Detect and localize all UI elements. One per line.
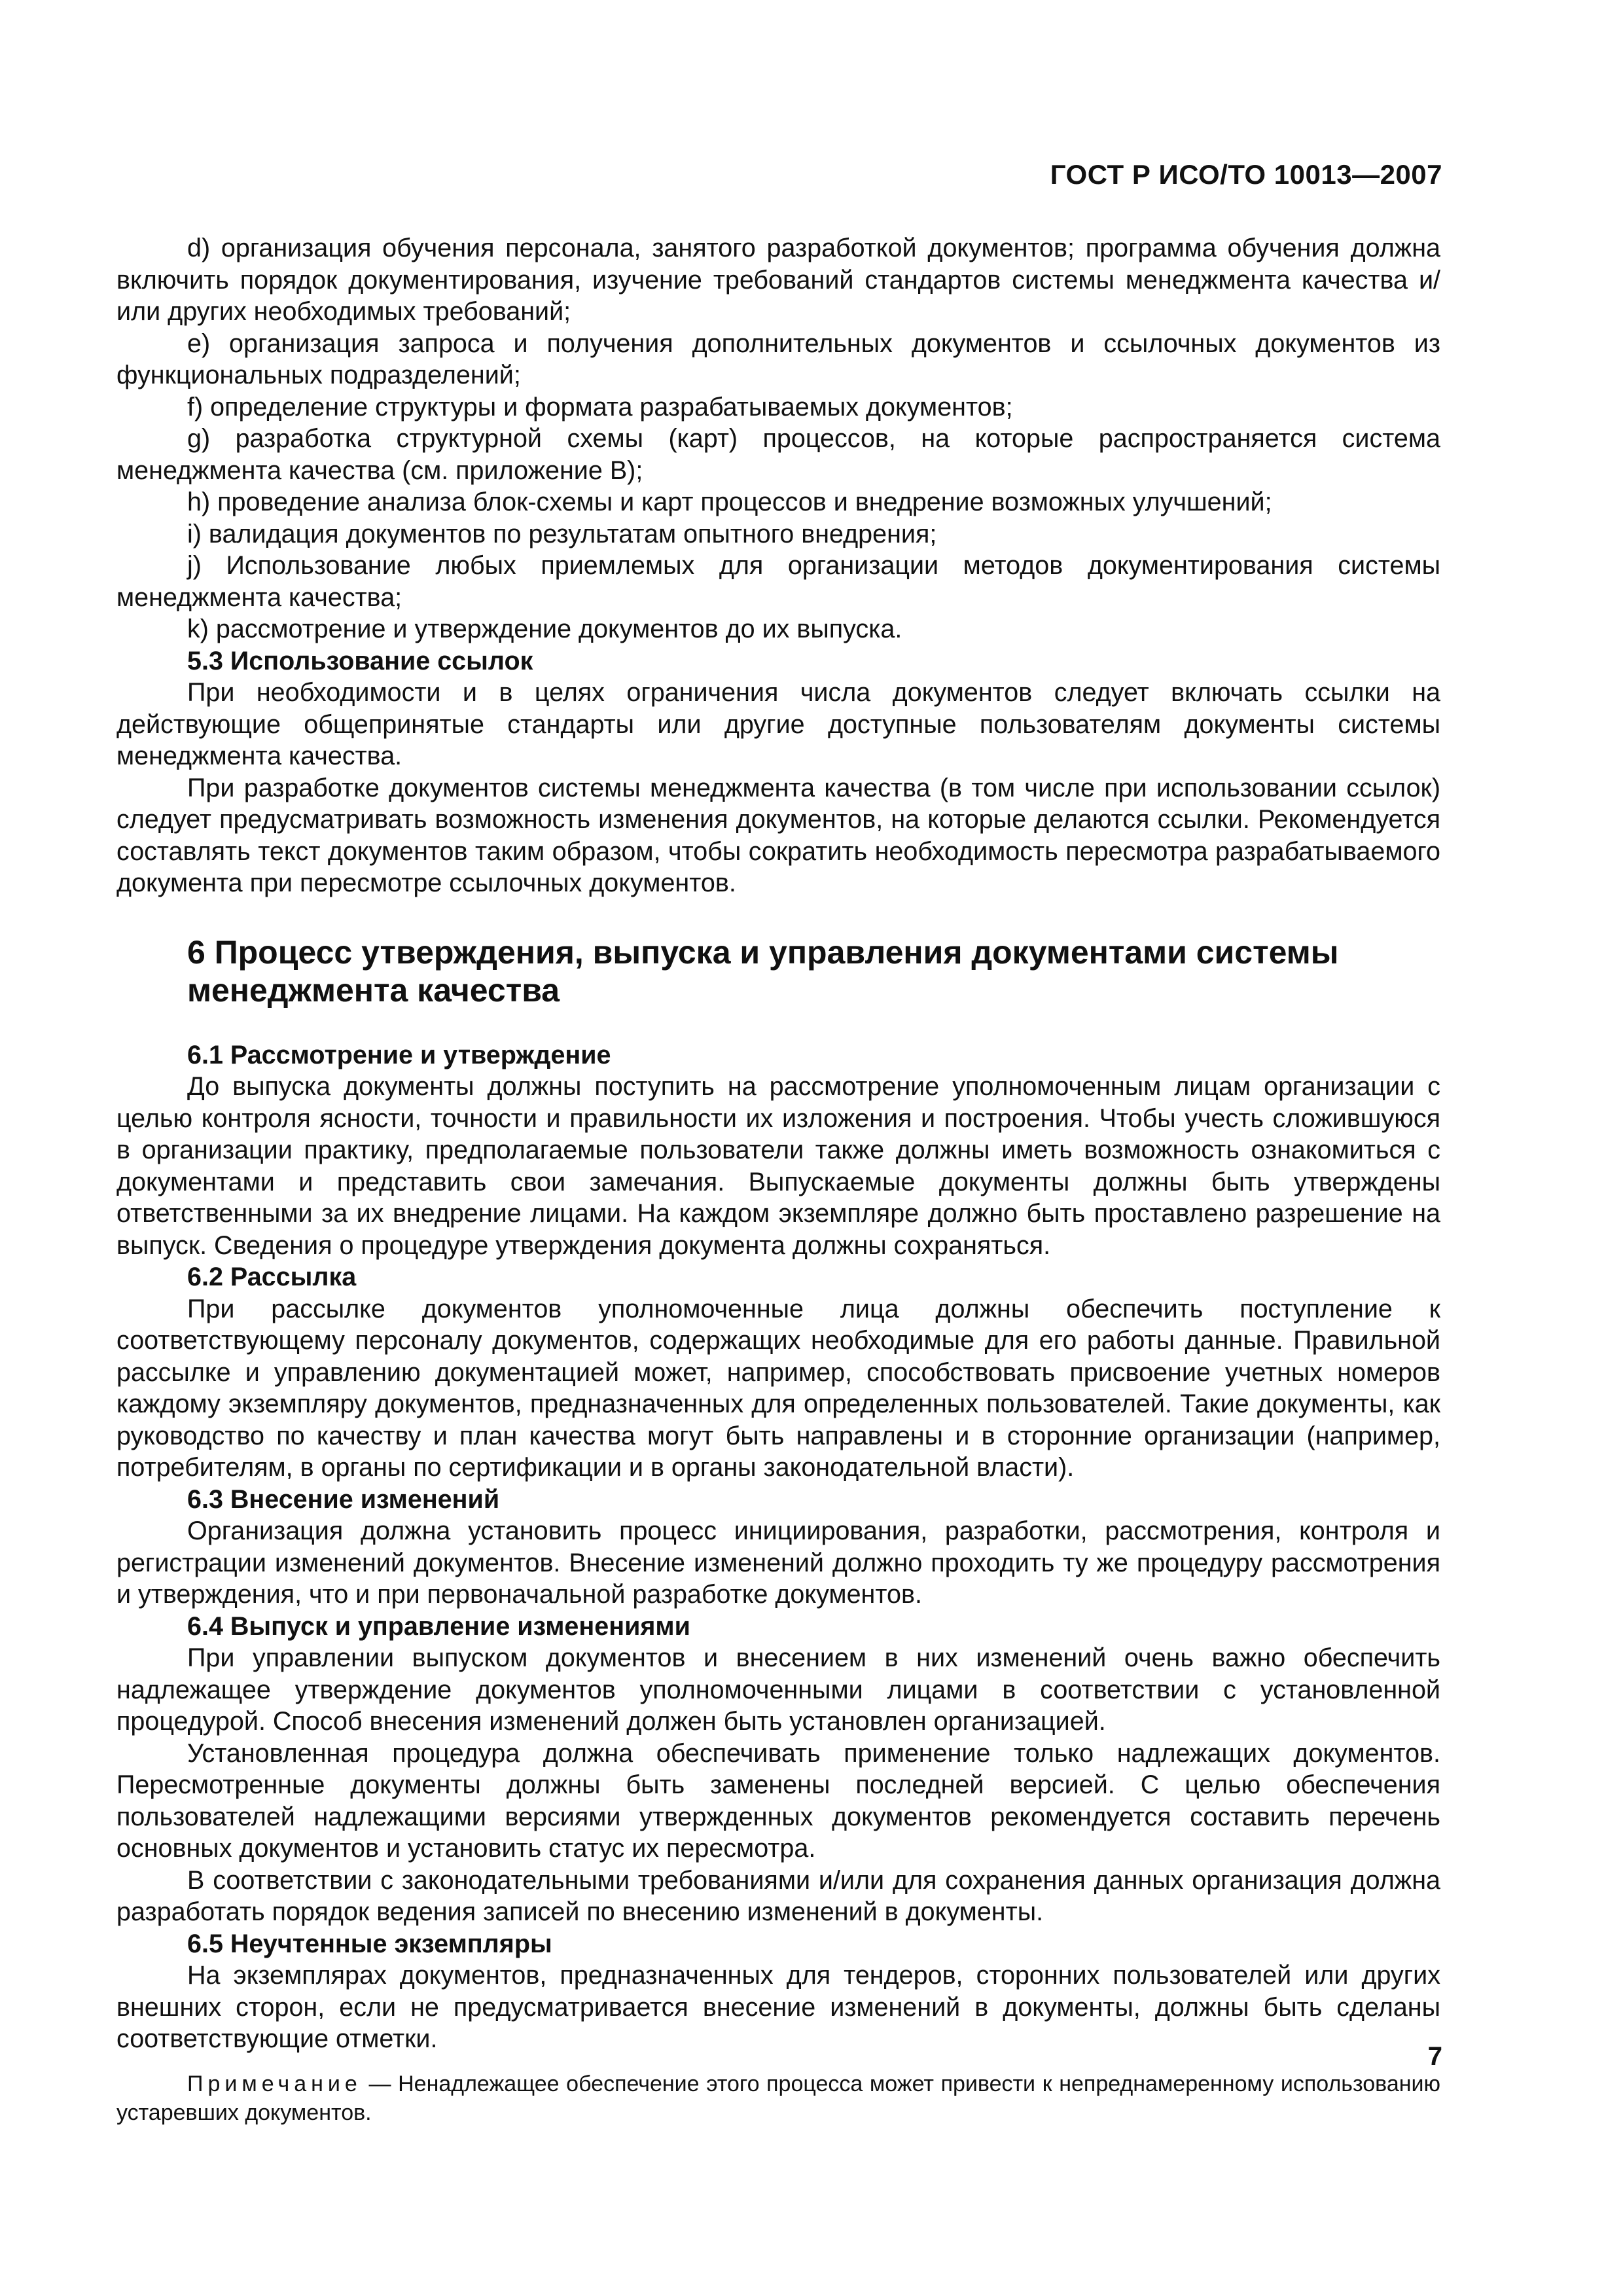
body-paragraph: На экземплярах документов, предназначенных для тендеров, сторонних пользователей или других внешних сторон, если не предусматривается внесение изменений в документы, должны быть сделаны соответствующие отметки. (116, 1961, 1440, 2053)
body-paragraph: Организация должна установить процесс инициирования, разработки, рассмотрения, контроля и регистрации изменений документов. Внесение изменений должно проходить ту же процедуру рассмотрения и утверждения, что и при первоначальной разработке документов. (116, 1516, 1440, 1609)
list-item-i: i) валидация документов по результатам опытного внедрения; (187, 519, 937, 548)
body-paragraph: При необходимости и в целях ограничения числа документов следует включать ссылки на действующие общепринятые стандарты или другие доступные пользователям документы системы менеджмента качества. (116, 678, 1440, 770)
list-item-h: h) проведение анализа блок-схемы и карт процессов и внедрение возможных улучшений; (187, 488, 1272, 516)
body-paragraph: При разработке документов системы менеджмента качества (в том числе при использовании ссылок) следует предусматривать возможность изменения документов, на которые делаются ссылки. Рекомендуется составлять текст документов таким образом, чтобы сократить необходимость пересмотра разрабатываемого документа при пересмотре ссылочных документов. (116, 773, 1440, 897)
list-item-g: g) разработка структурной схемы (карт) процессов, на которые распространяется система менеджмента качества (см. приложение В); (116, 424, 1440, 485)
note-paragraph (116, 2070, 1440, 2127)
subsection-heading-6-3: 6.3 Внесение изменений (187, 1484, 500, 1514)
page-number: 7 (1427, 2042, 1442, 2071)
list-item-e: e) организация запроса и получения дополнительных документов и ссылочных документов из функциональных подразделений; (116, 329, 1440, 389)
subsection-heading-6-1: 6.1 Рассмотрение и утверждение (187, 1040, 611, 1069)
body-paragraph: При управлении выпуском документов и внесением в них изменений очень важно обеспечить надлежащее утверждение документов уполномоченными лицами в соответствии с установленной процедурой. Способ внесения изменений должен быть установлен организацией. (116, 1643, 1440, 1736)
document-code: ГОСТ Р ИСО/ТО 10013—2007 (1050, 159, 1442, 190)
body-paragraph: Установленная процедура должна обеспечивать применение только надлежащих документов. Пересмотренные документы должны быть заменены последней версией. С целью обеспечения пользователей надлежащими версиями утвержденных документов рекомендуется составить перечень основных документов и установить статус их пересмотра. (116, 1738, 1440, 1863)
section-heading-6: 6 Процесс утверждения, выпуска и управления документами системы менеджмента качества (187, 933, 1339, 1009)
list-item-d: d) организация обучения персонала, занятого разработкой документов; программа обучения должна включить порядок документирования, изучение требований стандартов системы менеджмента качества и/или других необходимых требований; (116, 234, 1440, 326)
list-item-f: f) определение структуры и формата разрабатываемых документов; (187, 392, 1013, 422)
subsection-heading-6-5: 6.5 Неучтенные экземпляры (187, 1929, 552, 1958)
body-paragraph: В соответствии с законодательными требованиями и/или для сохранения данных организация должна разработать порядок ведения записей по внесению изменений в документы. (116, 1865, 1440, 1926)
body-paragraph: При рассылке документов уполномоченные лица должны обеспечить поступление к соответствующему персоналу документов, содержащих необходимые для его работы данные. Правильной рассылке и управлению документацией может, например, способствовать присвоение учетных номеров каждому экземпляру документов, предназначенных для определенных пользователей. Такие документы, как руководство по качеству и план качества могут быть направлены и в сторонние организации (например, потребителям, в органы по сертификации и в органы законодательной власти). (116, 1294, 1440, 1482)
note-label: Примечание (187, 2071, 362, 2096)
list-item-j: j) Использование любых приемлемых для организации методов документирования системы менеджмента качества; (116, 551, 1440, 612)
subsection-heading-6-2: 6.2 Рассылка (187, 1263, 357, 1291)
subsection-heading-5-3: 5.3 Использование ссылок (187, 646, 533, 675)
document-body (116, 232, 1440, 2127)
note-text: — Ненадлежащее обеспечение этого процесса может привести к непреднамеренному использованию устаревших документов. (116, 2071, 1440, 2125)
body-paragraph: До выпуска документы должны поступить на рассмотрение уполномоченным лицам организации с целью контроля ясности, точности и правильности их изложения и построения. Чтобы учесть сложившуюся в организации практику, предполагаемые пользователи также должны иметь возможность ознакомиться с документами и представить свои замечания. Выпускаемые документы должны быть утверждены ответственными за их внедрение лицами. На каждом экземпляре должно быть проставлено разрешение на выпуск. Сведения о процедуре утверждения документа должны сохраняться. (116, 1072, 1440, 1260)
subsection-heading-6-4: 6.4 Выпуск и управление изменениями (187, 1611, 690, 1641)
list-item-k: k) рассмотрение и утверждение документов до их выпуска. (187, 615, 902, 643)
